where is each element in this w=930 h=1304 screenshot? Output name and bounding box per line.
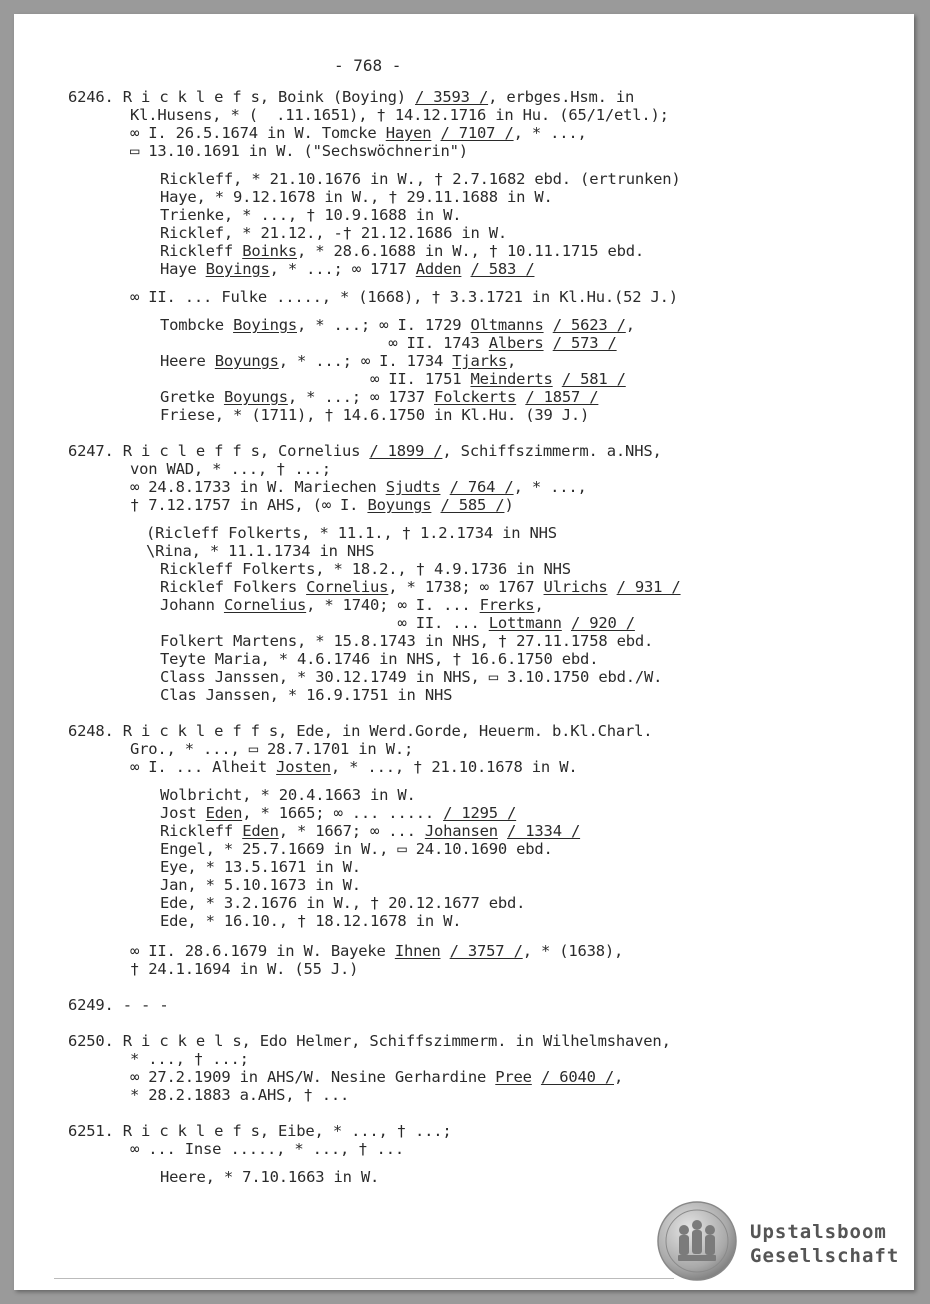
text-segment: , [534,596,544,614]
text-segment: ∞ ... Inse ....., * ..., † ... [130,1140,404,1158]
text-segment [553,370,562,388]
text-line [130,478,587,496]
text-segment: ▭ 13.10.1691 in W. ("Sechswöchnerin") [130,142,468,160]
text-line [130,496,514,514]
text-line [160,560,571,578]
text-segment: , * ...; ∞ 1717 [269,260,416,278]
bottom-divider [54,1278,674,1279]
text-segment: , Schiffszimmerm. a.NHS, [442,442,662,460]
text-line [160,822,580,840]
underlined-reference: / 764 / [449,478,514,496]
text-segment: ∞ II. ... [160,614,489,632]
text-line [160,352,516,370]
underlined-reference: / 1857 / [525,388,599,406]
text-segment [431,124,440,142]
text-segment [532,1068,541,1086]
text-segment [498,822,507,840]
text-line [160,668,662,686]
text-line [68,1122,452,1140]
underlined-reference: / 931 / [616,578,681,596]
underlined-reference: Sjudts [385,478,441,496]
text-segment: Ede, * 16.10., † 18.12.1678 in W. [160,912,462,930]
text-line [160,370,626,388]
underlined-reference: / 573 / [552,334,617,352]
text-line [130,1068,623,1086]
text-line [130,1140,404,1158]
text-segment: ∞ II. ... Fulke ....., * (1668), † 3.3.1721 in Kl.Hu.(52 J.) [130,288,678,306]
text-segment: ∞ II. 1743 [160,334,489,352]
underlined-reference: Ihnen [394,942,441,960]
text-segment: ∞ 27.2.1909 in AHS/W. Nesine Gerhardine [130,1068,496,1086]
underlined-reference: Cornelius [306,578,389,596]
underlined-reference: Frerks [479,596,535,614]
underlined-reference: / 1295 / [443,804,517,822]
text-line [160,1168,379,1186]
underlined-reference: Cornelius [223,596,307,614]
text-line [160,224,507,242]
underlined-reference: Boyings [205,260,270,278]
text-line [130,460,331,478]
underlined-reference: / 920 / [570,614,635,632]
text-segment: Jan, * 5.10.1673 in W. [160,876,361,894]
underlined-reference: Boyungs [214,352,279,370]
underlined-reference: Adden [415,260,462,278]
text-segment: * ..., † ...; [130,1050,249,1068]
text-segment: , * ..., [513,124,587,142]
text-line [130,758,577,776]
text-segment: Wolbricht, * 20.4.1663 in W. [160,786,416,804]
underlined-reference: / 585 / [440,496,505,514]
text-segment: Gro., * ..., ▭ 28.7.1701 in W.; [130,740,414,758]
text-segment: 6251. R i c k l e f s, Eibe, * ..., † ...; [68,1122,452,1140]
underlined-reference: Meinderts [470,370,553,388]
underlined-reference: Josten [276,758,331,776]
text-segment: ∞ 24.8.1733 in W. Mariechen [130,478,386,496]
text-line [160,596,544,614]
text-segment: , * 1667; ∞ ... [278,822,425,840]
text-line [160,858,361,876]
text-segment: , * (1638), [522,942,624,960]
text-line [130,1086,349,1104]
underlined-reference: Pree [495,1068,532,1086]
underlined-reference: Ulrichs [543,578,608,596]
text-line [160,316,635,334]
underlined-reference: / 5623 / [552,316,626,334]
text-segment: Haye [160,260,206,278]
text-segment: 6247. R i c l e f f s, Cornelius [68,442,370,460]
text-segment: † 24.1.1694 in W. (55 J.) [130,960,359,978]
text-segment: Engel, * 25.7.1669 in W., ▭ 24.10.1690 ebd. [160,840,553,858]
text-line [160,206,461,224]
text-segment [516,388,525,406]
underlined-reference: / 583 / [470,260,535,278]
text-line [130,960,358,978]
text-line [130,942,623,960]
text-segment: , * 1738; ∞ 1767 [388,578,544,596]
text-segment: ∞ I. 26.5.1674 in W. Tomcke [130,124,386,142]
text-line [130,288,678,306]
text-segment: (Ricleff Folkerts, * 11.1., † 1.2.1734 in NHS [146,524,557,542]
text-segment: 6248. R i c k l e f f s, Ede, in Werd.Gorde, Heuerm. b.Kl.Charl. [68,722,653,740]
text-line [160,388,598,406]
underlined-reference: / 7107 / [440,124,514,142]
text-line [68,722,652,740]
text-segment [607,578,616,596]
text-segment: \Rina, * 11.1.1734 in NHS [146,542,375,560]
text-line [160,686,452,704]
text-segment: Johann [160,596,224,614]
text-segment: Kl.Husens, * ( .11.1651), † 14.12.1716 in Hu. (65/1/etl.); [130,106,669,124]
text-segment [431,496,440,514]
text-segment: , [614,1068,624,1086]
text-segment: , * 1665; ∞ ... ..... [242,804,444,822]
text-segment: 6246. R i c k l e f s, Boink (Boying) [68,88,416,106]
text-segment: Ricklef Folkers [160,578,307,596]
text-segment [544,316,553,334]
text-line [160,170,681,188]
text-segment: † 7.12.1757 in AHS, (∞ I. [130,496,368,514]
underlined-reference: Folckerts [433,388,517,406]
text-line [160,804,516,822]
text-line [160,242,644,260]
text-line [160,578,681,596]
text-segment: 6250. R i c k e l s, Edo Helmer, Schiffszimmerm. in Wilhelmshaven, [68,1032,671,1050]
underlined-reference: Oltmanns [470,316,544,334]
text-segment: Rickleff Folkerts, * 18.2., † 4.9.1736 in NHS [160,560,571,578]
text-segment: , erbges.Hsm. in [488,88,635,106]
text-segment [441,478,450,496]
text-segment: Class Janssen, * 30.12.1749 in NHS, ▭ 3.10.1750 ebd./W. [160,668,663,686]
underlined-reference: Tjarks [452,352,508,370]
text-line [130,1050,249,1068]
text-segment: Eye, * 13.5.1671 in W. [160,858,361,876]
text-line [146,524,557,542]
text-segment: , * ..., [513,478,587,496]
text-segment: , * ...; ∞ I. 1734 [278,352,453,370]
logo-line-1: Upstalsboom [750,1221,887,1243]
text-line [160,786,416,804]
text-segment [441,942,450,960]
text-line [160,650,598,668]
underlined-reference: / 6040 / [540,1068,615,1086]
text-segment [461,260,470,278]
underlined-reference: / 3593 / [415,88,489,106]
underlined-reference: Boyungs [367,496,432,514]
underlined-reference: Boyings [233,316,297,334]
underlined-reference: / 581 / [561,370,626,388]
text-segment: ∞ II. 28.6.1679 in W. Bayeke [130,942,395,960]
text-line [130,142,468,160]
underlined-reference: / 3757 / [449,942,523,960]
document-page [14,14,914,1290]
text-segment: Heere, * 7.10.1663 in W. [160,1168,380,1186]
text-segment: Folkert Martens, * 15.8.1743 in NHS, † 27.11.1758 ebd. [160,632,654,650]
text-segment: , * ...; ∞ I. 1729 [297,316,471,334]
text-segment [544,334,553,352]
text-segment: Rickleff [160,242,243,260]
underlined-reference: Albers [488,334,544,352]
text-segment: Clas Janssen, * 16.9.1751 in NHS [160,686,453,704]
text-segment: ) [504,496,514,514]
underlined-reference: Eden [205,804,243,822]
underlined-reference: Lottmann [488,614,562,632]
text-line [68,88,634,106]
text-line [160,894,525,912]
text-segment: ∞ I. ... Alheit [130,758,277,776]
text-segment: , * ..., † 21.10.1678 in W. [330,758,578,776]
underlined-reference: Johansen [424,822,498,840]
text-line [160,334,617,352]
text-segment: von WAD, * ..., † ...; [130,460,331,478]
text-segment: Rickleff, * 21.10.1676 in W., † 2.7.1682 ebd. (ertrunken) [160,170,681,188]
text-line [130,740,413,758]
text-line [146,542,374,560]
text-segment: , [507,352,517,370]
underlined-reference: / 1899 / [369,442,443,460]
underlined-reference: Boyungs [223,388,288,406]
text-line [160,614,635,632]
page-number: - 768 - [334,56,402,75]
text-segment: , * 1740; ∞ I. ... [306,596,480,614]
text-segment: Trienke, * ..., † 10.9.1688 in W. [160,206,462,224]
text-line [130,106,669,124]
seal-logo-icon [656,1200,738,1282]
text-line [160,188,553,206]
text-line [68,442,662,460]
text-segment: Heere [160,352,215,370]
text-segment: * 28.2.1883 a.AHS, † ... [130,1086,350,1104]
text-segment: 6249. - - - [68,996,169,1014]
society-logo-text [750,1220,899,1268]
text-segment: Friese, * (1711), † 14.6.1750 in Kl.Hu. (39 J.) [160,406,590,424]
text-segment: , [625,316,635,334]
text-line [160,912,461,930]
underlined-reference: Eden [242,822,279,840]
text-line [160,876,361,894]
text-line [160,406,589,424]
text-line [68,996,168,1014]
text-segment: Gretke [160,388,224,406]
text-line [130,124,587,142]
logo-line-2: Gesellschaft [750,1245,900,1267]
text-segment: Haye, * 9.12.1678 in W., † 29.11.1688 in W. [160,188,553,206]
text-segment: , * ...; ∞ 1737 [287,388,434,406]
text-segment: Rickleff [160,822,243,840]
text-segment [562,614,571,632]
text-segment: Ede, * 3.2.1676 in W., † 20.12.1677 ebd. [160,894,526,912]
text-segment: ∞ II. 1751 [160,370,471,388]
text-segment: Jost [160,804,206,822]
text-line [160,632,653,650]
underlined-reference: / 1334 / [507,822,581,840]
text-line [68,1032,671,1050]
text-segment: Teyte Maria, * 4.6.1746 in NHS, † 16.6.1750 ebd. [160,650,599,668]
text-segment: Ricklef, * 21.12., -† 21.12.1686 in W. [160,224,508,242]
text-segment: , * 28.6.1688 in W., † 10.11.1715 ebd. [296,242,644,260]
text-segment: Tombcke [160,316,234,334]
underlined-reference: Boinks [242,242,297,260]
text-line [160,840,553,858]
underlined-reference: Hayen [385,124,432,142]
text-line [160,260,534,278]
